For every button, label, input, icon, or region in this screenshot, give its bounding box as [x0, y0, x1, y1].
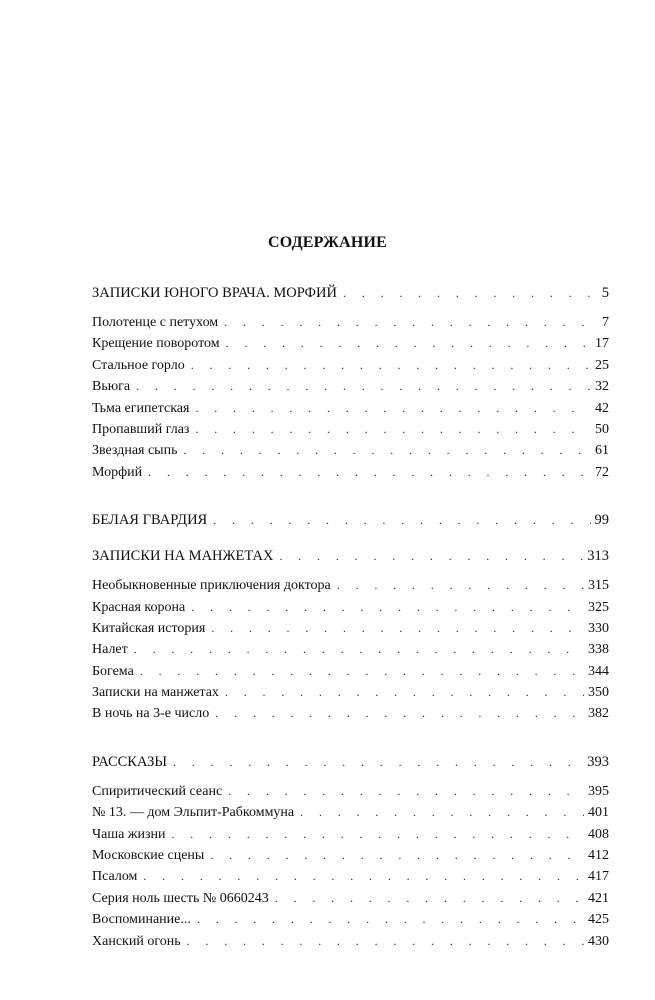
dot-leader: [140, 661, 584, 682]
toc-entry-title: Полотенце с петухом: [92, 315, 219, 330]
dot-leader: [195, 398, 591, 419]
toc-entry: [92, 376, 609, 397]
toc-entry-page: 344: [588, 663, 609, 679]
dot-leader: [210, 845, 584, 866]
dot-leader: [226, 333, 591, 354]
toc-entry-title: Налет: [92, 642, 128, 658]
toc-section-heading: [92, 509, 609, 531]
toc-entry: [92, 333, 609, 354]
dot-leader: [215, 703, 584, 724]
toc-entry-page: 7: [602, 315, 609, 330]
toc-entry-page: 430: [588, 933, 609, 949]
toc-section-heading: [92, 545, 609, 567]
dot-leader: [337, 575, 584, 596]
toc-entry: [92, 575, 609, 596]
toc-section-heading: [92, 751, 609, 773]
toc-entry-title: Звездная сыпь: [92, 443, 178, 459]
toc-entry-title: Китайская история: [92, 620, 206, 636]
toc-entry-title: Вьюга: [92, 379, 131, 395]
toc-section: [92, 751, 609, 952]
toc-entry-page: 25: [595, 357, 609, 373]
toc-entry: [92, 639, 609, 660]
dot-leader: [191, 355, 591, 376]
toc-entry-page: 382: [588, 706, 609, 722]
toc-entry-page: 395: [588, 783, 609, 799]
toc-section: [92, 282, 609, 483]
dot-leader: [300, 802, 584, 823]
toc-entry-title: Тьма египетская: [92, 400, 190, 416]
toc-entry-page: 61: [595, 443, 609, 459]
toc-entry-page: 50: [595, 421, 609, 437]
toc-entry-title: Чаша жизни: [92, 826, 166, 842]
toc-entry: [92, 440, 609, 461]
toc-entry-page: 72: [595, 464, 609, 480]
toc-entry: [92, 462, 609, 483]
dot-leader: [275, 888, 584, 909]
toc-entry-title: Спиритический сеанс: [92, 783, 223, 799]
toc-entry: [92, 931, 609, 952]
toc-entry-title: В ночь на 3-е число: [92, 706, 210, 722]
toc-entry-title: ЗАПИСКИ НА МАНЖЕТАХ: [92, 548, 274, 565]
toc-entry: [92, 909, 609, 930]
toc-entry-page: 412: [588, 848, 609, 864]
toc-entry: [92, 597, 609, 618]
toc-entry-page: 421: [588, 890, 609, 906]
toc-entry: [92, 781, 609, 802]
toc-entry-page: 5: [601, 285, 609, 301]
toc-entry-page: 350: [588, 685, 609, 701]
toc-entry-title: БЕЛАЯ ГВАРДИЯ: [92, 512, 208, 529]
dot-leader: [173, 751, 583, 773]
toc-entry: [92, 398, 609, 419]
dot-leader: [143, 866, 584, 887]
dot-leader: [134, 639, 584, 660]
dot-leader: [187, 931, 584, 952]
toc-entry: [92, 888, 609, 909]
toc-entry: [92, 419, 609, 440]
page-title: СОДЕРЖАНИЕ: [267, 234, 388, 251]
dot-leader: [183, 440, 591, 461]
toc-entry-page: 32: [595, 379, 609, 395]
toc-entry-title: Стальное горло: [92, 357, 185, 373]
dot-leader: [136, 376, 591, 397]
dot-leader: [343, 282, 598, 304]
toc-entry-title: Воспоминание...: [92, 912, 191, 928]
dot-leader: [213, 509, 590, 531]
dot-leader: [197, 909, 584, 930]
toc-entry: [92, 618, 609, 639]
toc-entry: [92, 802, 609, 823]
toc-entry: [92, 703, 609, 724]
toc-entry-title: № 13. — дом Эльпит-Рабкоммуна: [92, 805, 295, 821]
toc-entry: [92, 845, 609, 866]
dot-leader: [172, 824, 585, 845]
toc-entry-title: Серия ноль шесть № 0660243: [92, 890, 269, 906]
table-of-contents: [92, 282, 609, 952]
toc-entry-page: 315: [588, 578, 609, 594]
toc-entry-title: РАССКАЗЫ: [92, 753, 167, 770]
toc-entry-title: Необыкновенные приключения доктора: [92, 578, 331, 594]
toc-section: [92, 545, 609, 725]
toc-entry-page: 99: [594, 512, 609, 529]
toc-entry-title: Московские сцены: [92, 848, 205, 864]
toc-entry-page: 417: [588, 869, 609, 885]
toc-entry-title: ЗАПИСКИ ЮНОГО ВРАЧА. МОРФИЙ: [92, 285, 337, 301]
toc-entry-page: 401: [588, 805, 609, 821]
dot-leader: [279, 545, 583, 567]
toc-entry-page: 313: [587, 548, 609, 565]
toc-entry-title: Пропавший глаз: [92, 421, 190, 437]
dot-leader: [224, 312, 598, 333]
toc-entry-page: 330: [588, 620, 609, 636]
toc-entry-title: Псалом: [92, 869, 138, 885]
toc-entry-page: 17: [595, 336, 609, 352]
dot-leader: [225, 682, 584, 703]
dot-leader: [195, 419, 591, 440]
toc-section: [92, 509, 609, 531]
toc-entry: [92, 312, 609, 333]
toc-entry-page: 425: [588, 912, 609, 928]
dot-leader: [211, 618, 584, 639]
dot-leader: [228, 781, 584, 802]
toc-entry: [92, 824, 609, 845]
toc-entry-title: Крещение поворотом: [92, 336, 220, 352]
toc-entry-title: Морфий: [92, 464, 143, 480]
toc-entry-page: 408: [588, 826, 609, 842]
toc-entry-title: Записки на манжетах: [92, 685, 219, 701]
toc-entry: [92, 866, 609, 887]
dot-leader: [191, 597, 584, 618]
toc-entry-title: Красная корона: [92, 599, 186, 615]
toc-section-heading: [92, 282, 609, 304]
toc-entry-page: 393: [587, 753, 609, 770]
toc-entry-title: Богема: [92, 663, 134, 679]
toc-entry-title: Ханский огонь: [92, 933, 181, 949]
toc-entry: [92, 682, 609, 703]
toc-entry: [92, 355, 609, 376]
dot-leader: [148, 462, 591, 483]
toc-entry-page: 42: [595, 400, 609, 416]
toc-entry-page: 325: [588, 599, 609, 615]
toc-entry-page: 338: [588, 642, 609, 658]
toc-entry: [92, 661, 609, 682]
